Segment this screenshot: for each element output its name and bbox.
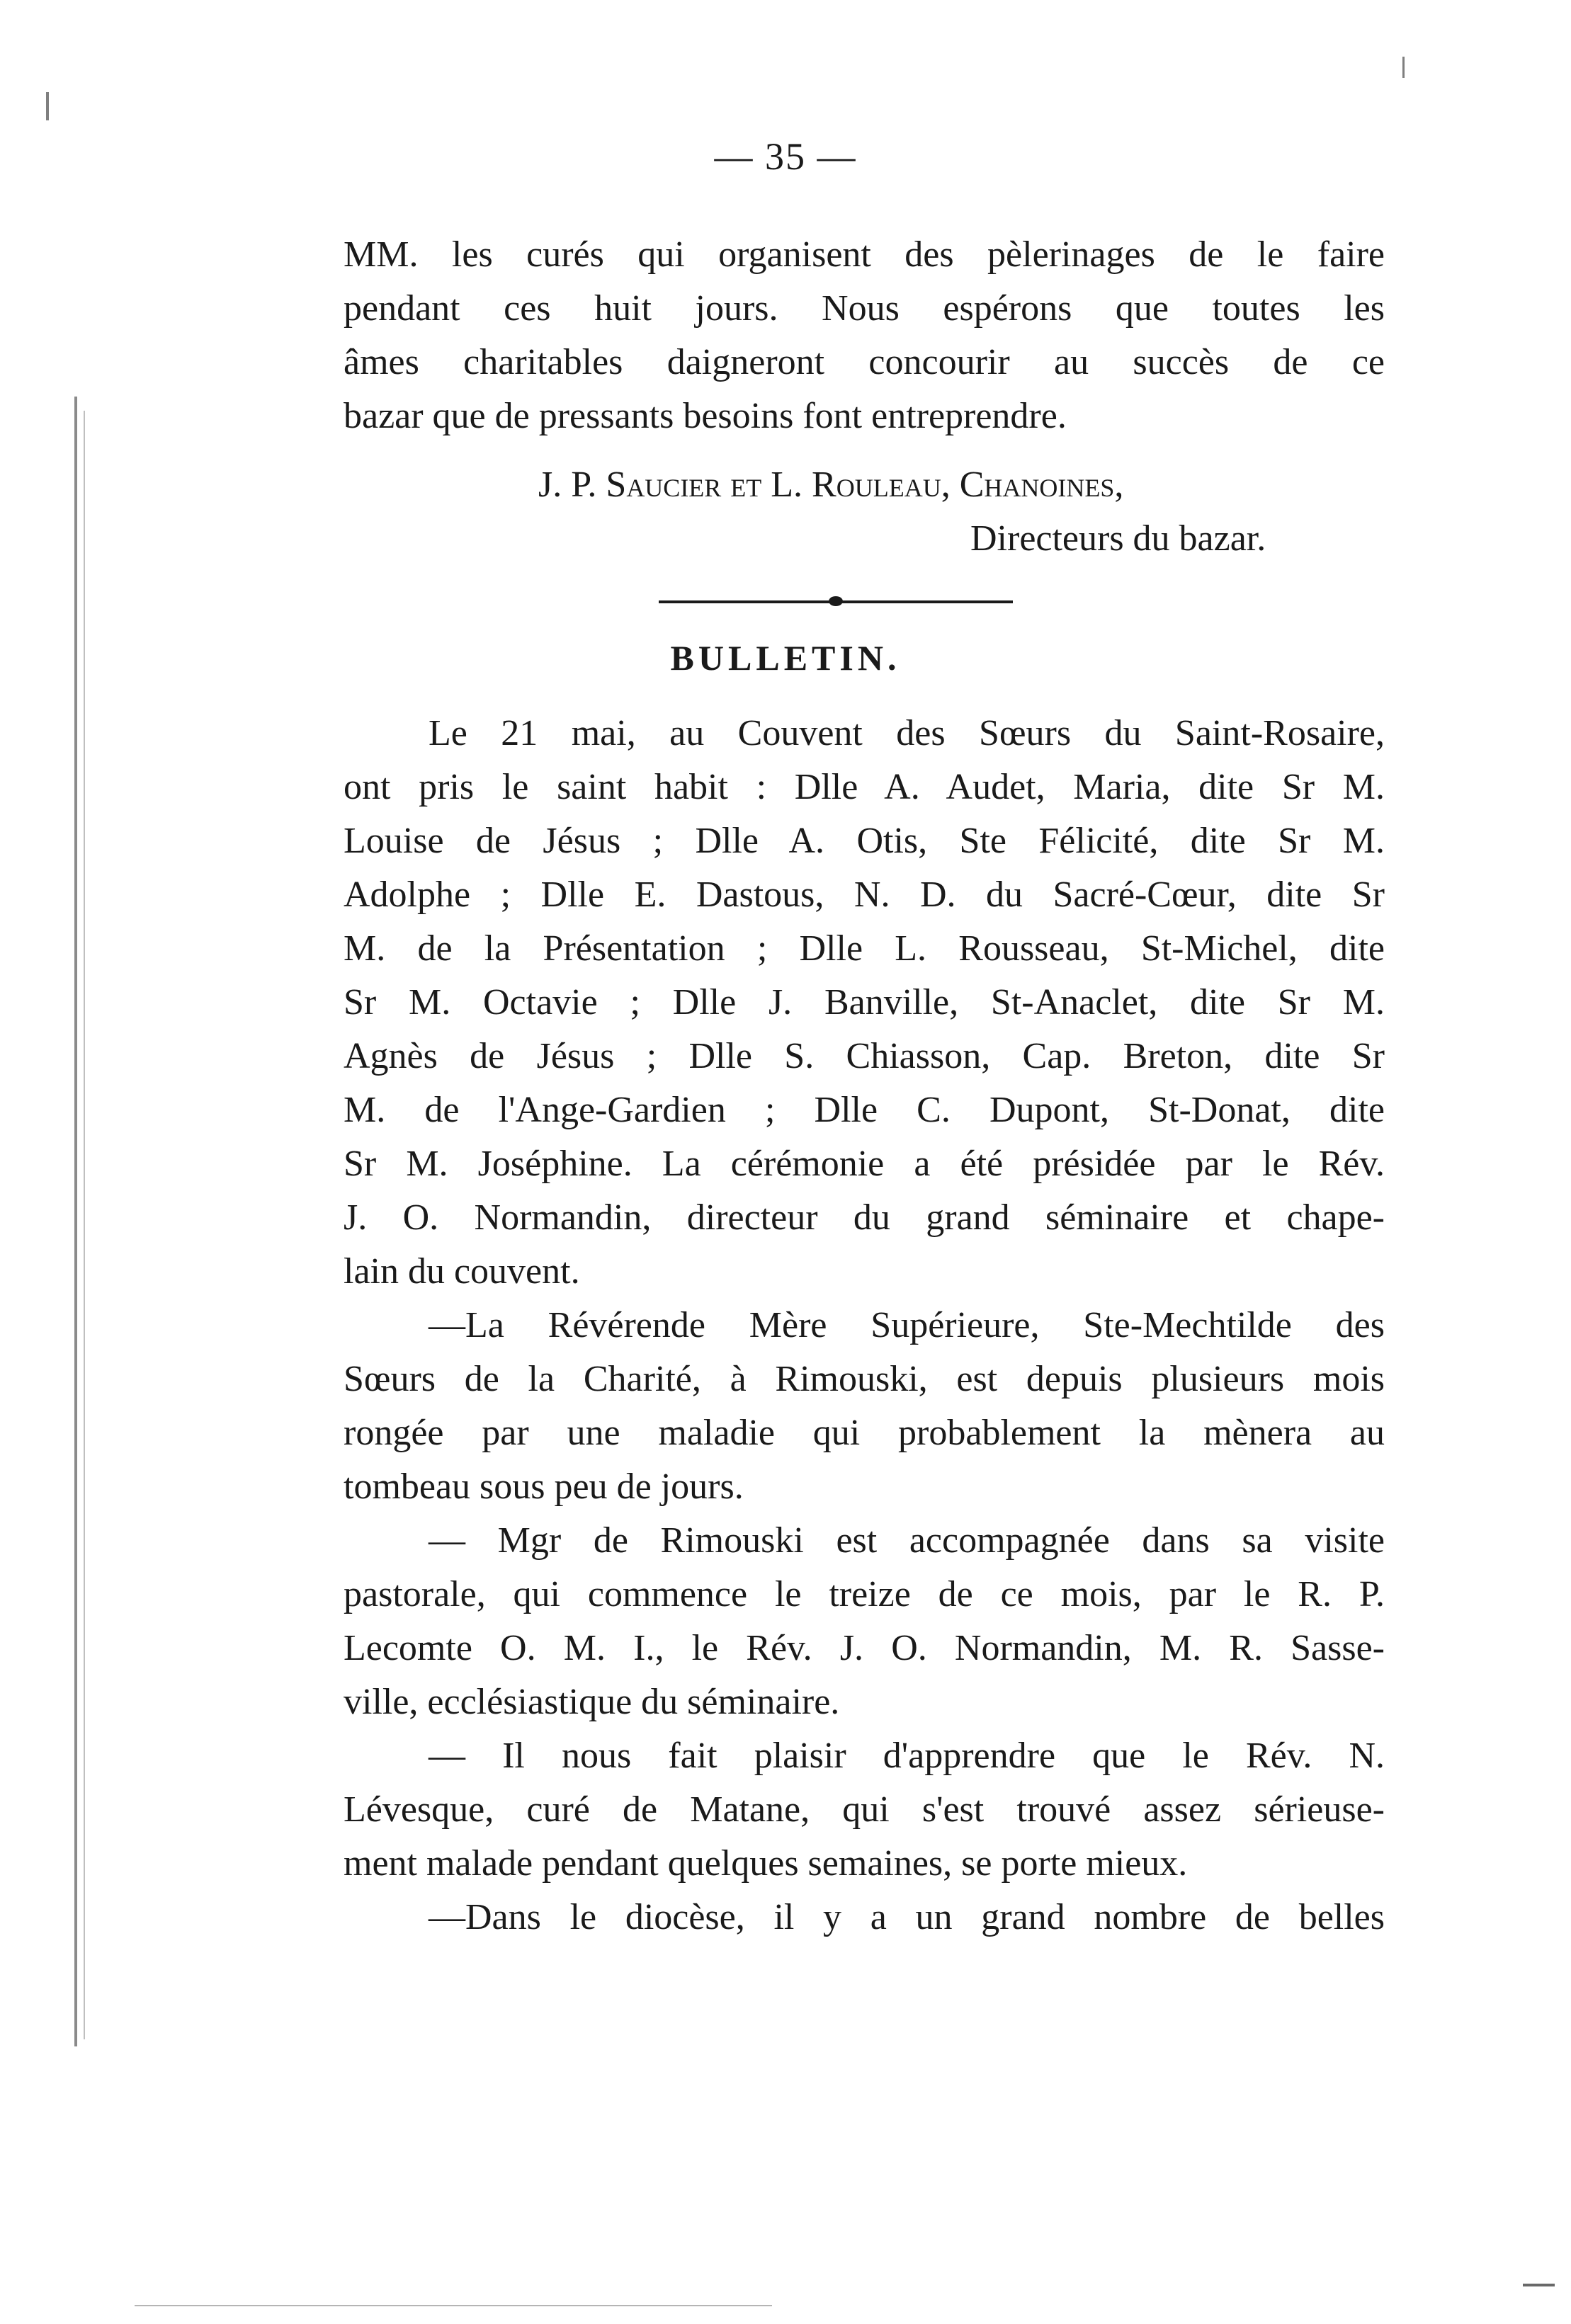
text-line: — Mgr de Rimouski est accompagnée dans sa visite <box>429 1520 1385 1561</box>
text-line: —Dans le diocèse, il y a un grand nombre de belles <box>429 1897 1385 1937</box>
text-line: M. de la Présentation ; Dlle L. Rousseau, St-Michel, dite <box>344 928 1385 969</box>
section-heading: BULLETIN. <box>670 638 901 678</box>
text-line: pastorale, qui commence le treize de ce mois, par le R. P. <box>344 1574 1385 1614</box>
text-line: MM. les curés qui organisent des pèlerinages de le faire <box>344 234 1385 275</box>
text-line: Sr M. Joséphine. La cérémonie a été présidée par le Rév. <box>344 1144 1385 1184</box>
text-line: — Il nous fait plaisir d'apprendre que le Rév. N. <box>429 1736 1385 1776</box>
text-line: pendant ces huit jours. Nous espérons que toutes les <box>344 288 1385 329</box>
text-line: —La Révérende Mère Supérieure, Ste-Mechtilde des <box>429 1305 1385 1345</box>
text-line: âmes charitables daigneront concourir au succès de ce <box>344 342 1385 382</box>
text-line: Agnès de Jésus ; Dlle S. Chiasson, Cap. Breton, dite Sr <box>344 1036 1385 1076</box>
scan-bottom-line <box>135 2305 772 2306</box>
text-line: Louise de Jésus ; Dlle A. Otis, Ste Félicité, dite Sr M. <box>344 821 1385 861</box>
bulletin-paragraph-4 <box>344 1729 1385 1891</box>
text-line: M. de l'Ange-Gardien ; Dlle C. Dupont, St-Donat, dite <box>344 1090 1385 1130</box>
bulletin-paragraph-2 <box>344 1299 1385 1514</box>
text-line: rongée par une maladie qui probablement la mènera au <box>344 1413 1385 1453</box>
scan-speck <box>1402 57 1405 78</box>
signature-names: J. P. Saucier et L. Rouleau, Chanoines, <box>538 465 1124 505</box>
page-number: — 35 — <box>714 135 857 178</box>
scan-corner-mark <box>1523 2284 1555 2286</box>
text-line: Adolphe ; Dlle E. Dastous, N. D. du Sacré-Cœur, dite Sr <box>344 875 1385 915</box>
bulletin-paragraph-1 <box>344 707 1385 1299</box>
signature-title: Directeurs du bazar. <box>970 518 1266 559</box>
text-line: Lévesque, curé de Matane, qui s'est trouvé assez sérieuse- <box>344 1789 1385 1830</box>
text-line: Lecomte O. M. I., le Rév. J. O. Normandin, M. R. Sasse- <box>344 1628 1385 1668</box>
text-line: Sœurs de la Charité, à Rimouski, est depuis plusieurs mois <box>344 1359 1385 1399</box>
text-line: J. O. Normandin, directeur du grand séminaire et chape- <box>344 1197 1385 1238</box>
text-line: tombeau sous peu de jours. <box>344 1466 744 1507</box>
text-line: bazar que de pressants besoins font entreprendre. <box>344 396 1067 436</box>
bulletin-paragraph-5 <box>344 1891 1385 1944</box>
text-line: ont pris le saint habit : Dlle A. Audet, Maria, dite Sr M. <box>344 767 1385 807</box>
text-line: Le 21 mai, au Couvent des Sœurs du Saint-Rosaire, <box>429 713 1385 753</box>
text-line: ville, ecclésiastique du séminaire. <box>344 1682 840 1722</box>
bulletin-paragraph-3 <box>344 1514 1385 1729</box>
scan-speck <box>46 92 49 120</box>
divider-ornament <box>829 596 843 606</box>
text-line: lain du couvent. <box>344 1251 580 1292</box>
text-line: Sr M. Octavie ; Dlle J. Banville, St-Anaclet, dite Sr M. <box>344 982 1385 1023</box>
intro-paragraph <box>344 228 1385 443</box>
text-line: ment malade pendant quelques semaines, se porte mieux. <box>344 1843 1188 1884</box>
